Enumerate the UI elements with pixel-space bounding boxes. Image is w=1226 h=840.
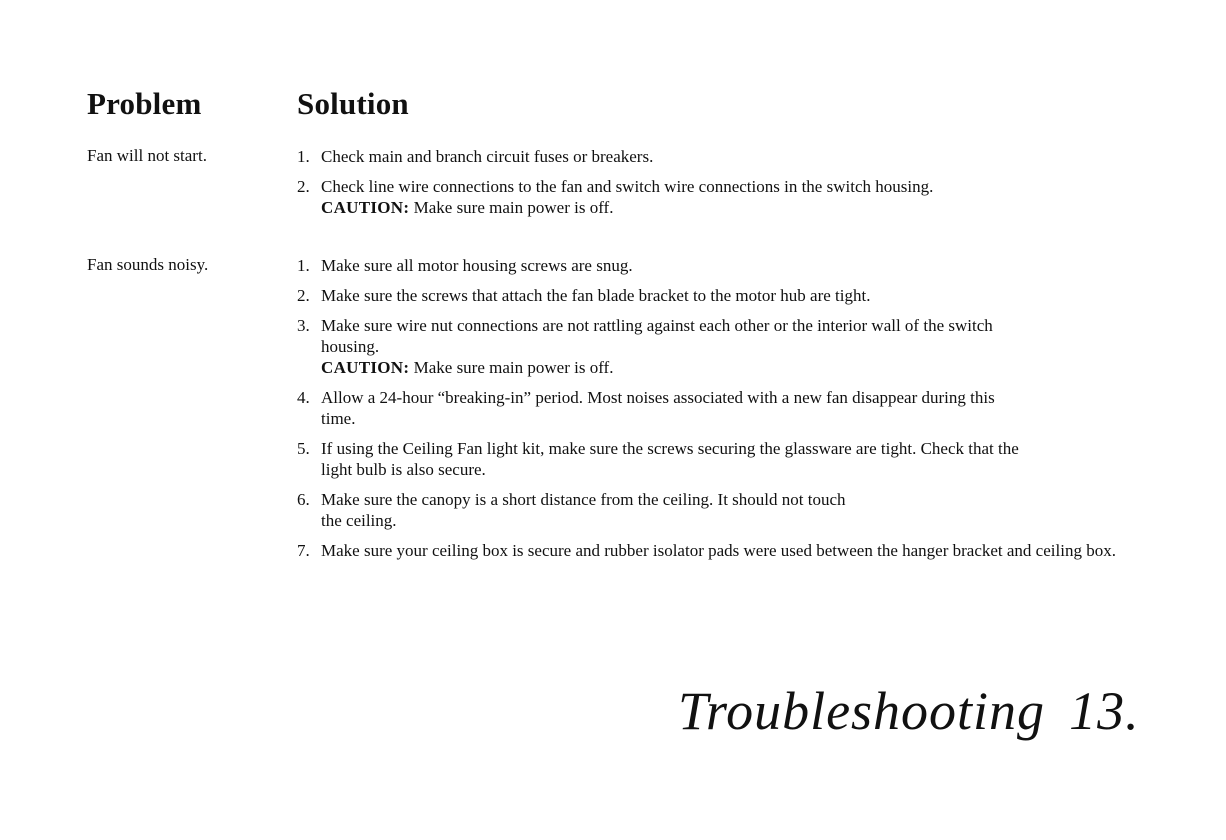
item-number: 1. [297, 147, 310, 166]
solution-list-not-start [297, 146, 1197, 227]
item-number: 1. [297, 256, 310, 275]
item-number: 7. [297, 541, 310, 560]
item-number: 2. [297, 177, 310, 196]
list-item [297, 176, 1197, 218]
list-item [297, 489, 861, 531]
list-item [297, 387, 1001, 429]
page-footer [678, 680, 1140, 742]
caution-note [321, 197, 1197, 218]
caution-note [321, 357, 1021, 378]
page-number: 13. [1069, 681, 1140, 741]
solution-list-noisy [297, 255, 1197, 570]
item-text: Make sure wire nut connections are not rattling against each other or the interior wall of the switch housing. [321, 316, 993, 356]
item-text: Make sure the screws that attach the fan blade bracket to the motor hub are tight. [321, 286, 871, 305]
list-item [297, 285, 1197, 306]
problem-fan-sounds-noisy: Fan sounds noisy. [87, 255, 209, 274]
item-number: 2. [297, 286, 310, 305]
list-item [297, 146, 1197, 167]
list-item [297, 438, 1021, 480]
item-text: Check line wire connections to the fan and switch wire connections in the switch housing. [321, 177, 934, 196]
item-text: Check main and branch circuit fuses or breakers. [321, 147, 654, 166]
solution-header: Solution [297, 86, 409, 121]
item-text: Make sure all motor housing screws are snug. [321, 256, 633, 275]
item-text: Allow a 24-hour “breaking-in” period. Most noises associated with a new fan disappear during this time. [321, 388, 995, 428]
caution-label: CAUTION: [321, 198, 410, 217]
caution-text: Make sure main power is off. [413, 358, 614, 377]
problem-fan-will-not-start: Fan will not start. [87, 146, 207, 165]
item-number: 5. [297, 439, 310, 458]
list-item [297, 255, 1197, 276]
item-text: Make sure your ceiling box is secure and rubber isolator pads were used between the hanger bracket and ceiling box. [321, 541, 1116, 560]
problem-header: Problem [87, 86, 202, 121]
item-number: 4. [297, 388, 310, 407]
caution-label: CAUTION: [321, 358, 410, 377]
footer-title: Troubleshooting [678, 681, 1046, 741]
item-text: Make sure the canopy is a short distance from the ceiling. It should not touch the ceiling. [321, 490, 846, 530]
list-item [297, 315, 1021, 378]
item-number: 3. [297, 316, 310, 335]
list-item [297, 540, 1197, 561]
item-number: 6. [297, 490, 310, 509]
item-text: If using the Ceiling Fan light kit, make sure the screws securing the glassware are tight. Check that the light bulb is also secure. [321, 439, 1019, 479]
caution-text: Make sure main power is off. [413, 198, 614, 217]
